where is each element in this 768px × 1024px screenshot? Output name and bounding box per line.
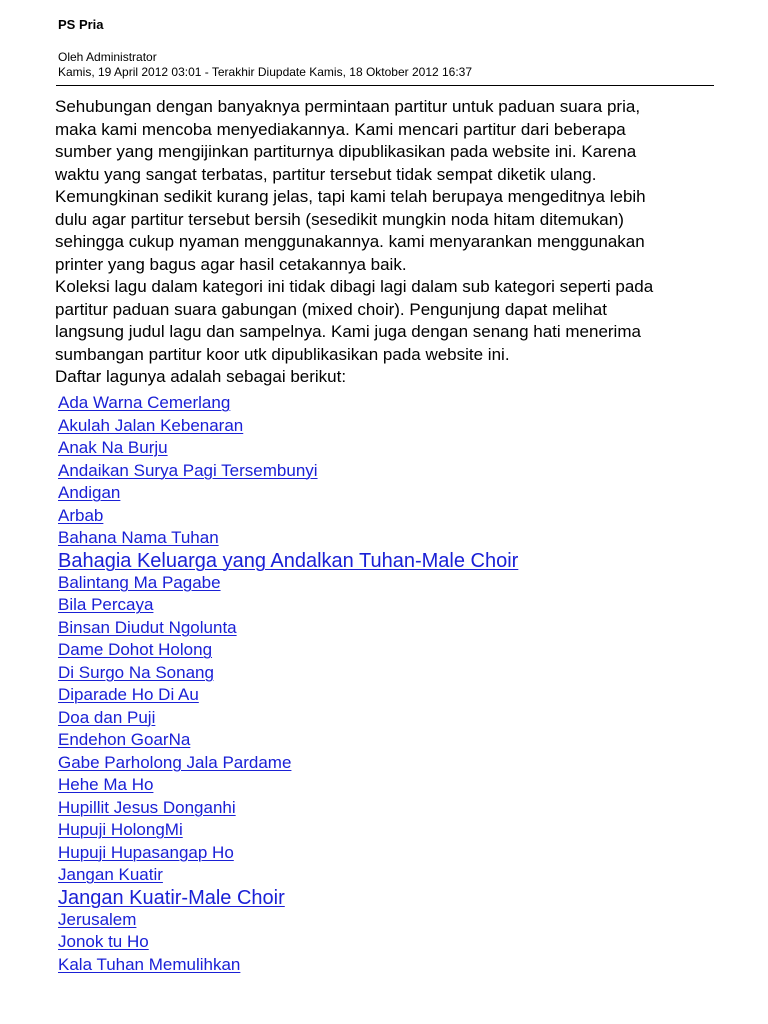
header-divider [56,85,714,86]
song-link[interactable]: Kala Tuhan Memulihkan [58,954,241,974]
song-link[interactable]: Hupuji HolongMi [58,820,183,839]
date-line: Kamis, 19 April 2012 03:01 - Terakhir Diupdate Kamis, 18 Oktober 2012 16:37 [58,65,473,79]
song-link[interactable]: Jerusalem [58,909,137,929]
song-link[interactable]: Hupuji Hupasangap Ho [58,842,234,862]
song-link[interactable]: Gabe Parholong Jala Pardame [58,752,292,772]
song-link[interactable]: Balintang Ma Pagabe [58,572,221,592]
song-list-item [58,460,518,483]
song-link[interactable]: Bila Percaya [58,595,154,614]
song-list [58,392,518,976]
song-list-item [58,505,518,528]
song-list-item [58,617,518,640]
song-list-item [58,797,518,820]
song-link[interactable]: Anak Na Burju [58,438,168,457]
song-list-item [58,707,518,730]
song-list-item [58,819,518,842]
song-link[interactable]: Diparade Ho Di Au [58,685,199,704]
song-link[interactable]: Bahagia Keluarga yang Andalkan Tuhan-Male Choir [58,549,519,572]
song-link[interactable]: Hupillit Jesus Donganhi [58,797,236,817]
song-link[interactable]: Endehon GoarNa [58,730,191,749]
song-list-item [58,752,518,775]
song-list-item [58,550,518,572]
song-list-item [58,527,518,550]
song-list-item [58,887,518,909]
song-link[interactable]: Andaikan Surya Pagi Tersembunyi [58,460,318,480]
song-list-item [58,594,518,617]
song-list-item [58,774,518,797]
song-link[interactable]: Andigan [58,483,121,502]
song-list-item [58,437,518,460]
list-intro: Daftar lagunya adalah sebagai berikut: [55,367,347,386]
song-link[interactable]: Dame Dohot Holong [58,640,213,659]
song-link[interactable]: Di Surgo Na Sonang [58,662,214,682]
song-link[interactable]: Ada Warna Cemerlang [58,393,231,412]
song-list-item [58,954,518,977]
song-list-item [58,662,518,685]
song-list-item [58,392,518,415]
song-link[interactable]: Hehe Ma Ho [58,775,154,794]
collection-paragraph: Koleksi lagu dalam kategori ini tidak dibagi lagi dalam sub kategori seperti pada partitur paduan suara gabungan (mixed choir). Pengunjung dapat melihat langsung judul lagu dan sampelnya. Kami juga dengan senang hati menerima sumbangan partitur koor utk dipublikasikan pada website ini. [55,277,654,364]
song-link[interactable]: Doa dan Puji [58,707,156,727]
article-body [55,96,715,389]
song-link[interactable]: Akulah Jalan Kebenaran [58,415,244,435]
page-title: PS Pria [58,17,104,32]
song-list-item [58,482,518,505]
song-link[interactable]: Jangan Kuatir [58,865,163,884]
song-list-item [58,729,518,752]
song-link[interactable]: Binsan Diudut Ngolunta [58,617,237,637]
song-link[interactable]: Jonok tu Ho [58,932,149,951]
song-list-item [58,572,518,595]
song-list-item [58,931,518,954]
song-link[interactable]: Bahana Nama Tuhan [58,528,219,547]
author-line: Oleh Administrator [58,50,157,64]
song-list-item [58,864,518,887]
song-list-item [58,909,518,932]
intro-paragraph: Sehubungan dengan banyaknya permintaan partitur untuk paduan suara pria, maka kami mencoba menyediakannya. Kami mencari partitur dari beberapa sumber yang mengijinkan partiturnya dipublikasikan pada website ini. Karena waktu yang sangat terbatas, partitur tersebut tidak sempat diketik ulang. Kemungkinan sedikit kurang jelas, tapi kami telah berupaya mengeditnya lebih dulu agar partitur tersebut bersih (sesedikit mungkin noda hitam ditemukan) sehingga cukup nyaman menggunakannya. kami menyarankan menggunakan printer yang bagus agar hasil cetakannya baik. [55,97,646,274]
song-list-item [58,639,518,662]
song-list-item [58,842,518,865]
song-link[interactable]: Jangan Kuatir-Male Choir [58,886,285,909]
song-list-item [58,415,518,438]
song-list-item [58,684,518,707]
song-link[interactable]: Arbab [58,505,104,525]
